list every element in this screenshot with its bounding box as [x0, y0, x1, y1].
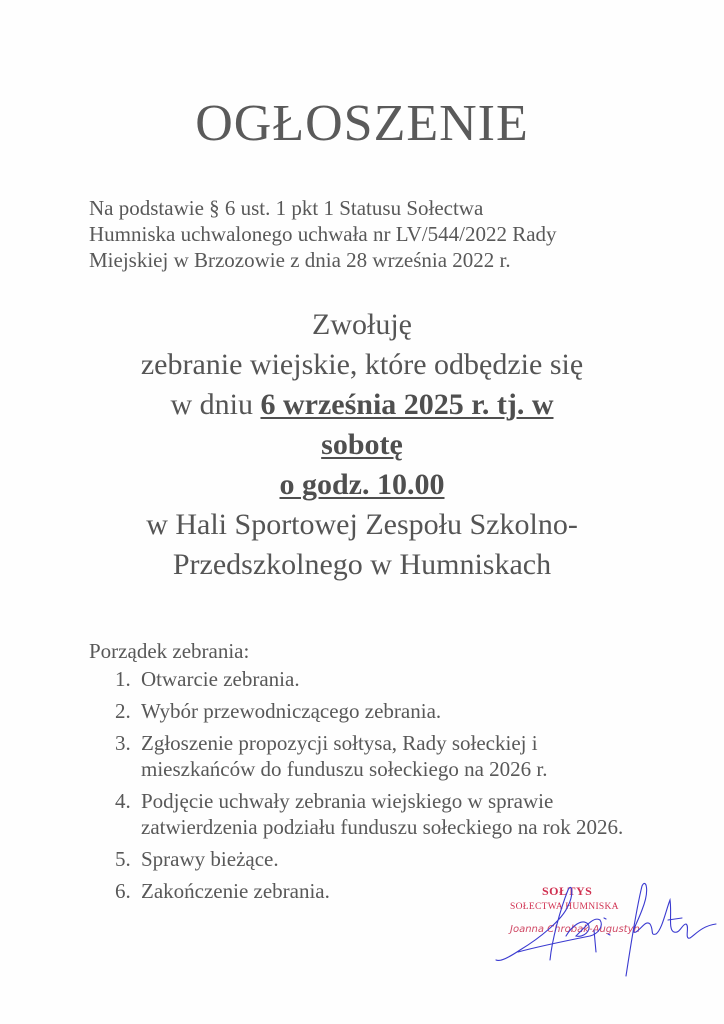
- legal-basis-line: Humniska uchwalonego uchwała nr LV/544/2022 Rady: [89, 222, 557, 246]
- legal-basis-line: Na podstawie § 6 ust. 1 pkt 1 Statusu Sołectwa: [89, 196, 484, 220]
- agenda-item-number: 4.: [115, 789, 131, 813]
- agenda-list: [89, 666, 649, 904]
- agenda-item-text: Otwarcie zebrania.: [141, 667, 300, 691]
- agenda-item-text: Sprawy bieżące.: [141, 847, 279, 871]
- meeting-date-line: [60, 385, 664, 425]
- meeting-location-line: Przedszkolnego w Humniskach: [172, 548, 552, 581]
- agenda-item: [115, 788, 649, 840]
- agenda-item-text: Wybór przewodniczącego zebrania.: [141, 699, 442, 723]
- agenda-section: [89, 638, 649, 910]
- agenda-item: [115, 846, 649, 872]
- agenda-item-number: 6.: [115, 879, 131, 903]
- document-title: OGŁOSZENIE: [195, 95, 529, 152]
- agenda-item: [115, 698, 649, 724]
- agenda-heading: Porządek zebrania:: [89, 639, 250, 663]
- agenda-item-text: Podjęcie uchwały zebrania wiejskiego w sprawie zatwierdzenia podziału funduszu sołeckiego na rok 2026.: [141, 789, 624, 839]
- meeting-description: zebranie wiejskie, które odbędzie się: [140, 348, 584, 381]
- legal-basis-paragraph: [89, 195, 649, 273]
- agenda-item-text: Zgłoszenie propozycji sołtysa, Rady sołeckiej i mieszkańców do funduszu sołeckiego na 2026 r.: [141, 731, 548, 781]
- stamp-title: SOŁTYS: [542, 884, 593, 898]
- agenda-item: [115, 730, 649, 782]
- convene-heading: Zwołuję: [312, 308, 412, 341]
- agenda-item: [115, 666, 649, 692]
- meeting-time: o godz. 10.00: [279, 468, 445, 501]
- date-prefix: w dniu: [170, 388, 261, 421]
- agenda-item-text: Zakończenie zebrania.: [141, 879, 330, 903]
- meeting-time-line: [60, 465, 664, 505]
- signature-icon: [490, 880, 720, 980]
- agenda-item-number: 3.: [115, 731, 131, 755]
- meeting-day: sobotę: [321, 428, 403, 461]
- stamp-subtitle: SOŁECTWA HUMNISKA: [510, 902, 619, 912]
- agenda-item-number: 1.: [115, 667, 131, 691]
- meeting-date: 6 września 2025 r. tj. w: [260, 388, 554, 421]
- legal-basis-line: Miejskiej w Brzozowie z dnia 28 września 2022 r.: [89, 248, 511, 272]
- meeting-announcement: [60, 305, 664, 585]
- meeting-day-line: [60, 425, 664, 465]
- meeting-location-line: w Hali Sportowej Zespołu Szkolno-: [146, 508, 578, 541]
- official-stamp: [490, 880, 720, 980]
- agenda-item-number: 5.: [115, 847, 131, 871]
- agenda-item-number: 2.: [115, 699, 131, 723]
- stamp-name: Joanna Chrobak-Augustyn: [510, 924, 640, 935]
